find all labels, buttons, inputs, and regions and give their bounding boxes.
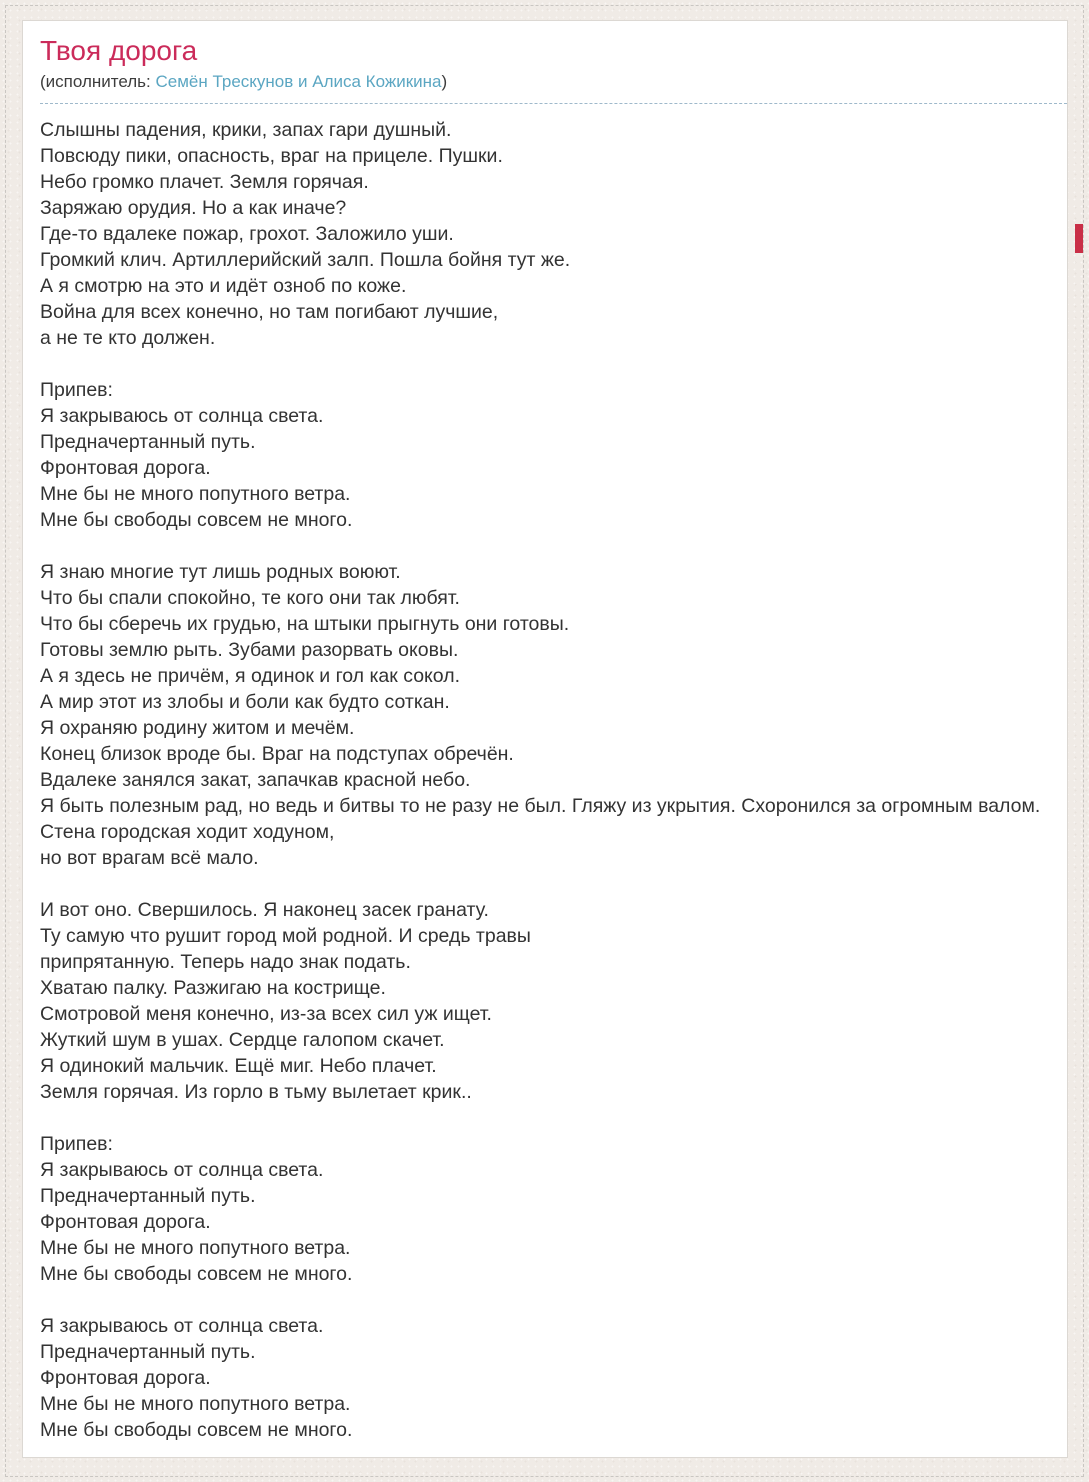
lyric-line: Мне бы свободы совсем не много.: [40, 507, 1067, 533]
lyric-line: Фронтовая дорога.: [40, 1209, 1067, 1235]
lyric-line: Готовы землю рыть. Зубами разорвать оковы.: [40, 637, 1067, 663]
lyric-line: Припев:: [40, 1131, 1067, 1157]
stanza: [40, 1131, 1067, 1287]
lyric-line: Конец близок вроде бы. Враг на подступах обречён.: [40, 741, 1067, 767]
lyric-line: Я закрываюсь от солнца света.: [40, 403, 1067, 429]
lyric-line: Мне бы не много попутного ветра.: [40, 1391, 1067, 1417]
lyric-line: А я здесь не причём, я одинок и гол как сокол.: [40, 663, 1067, 689]
lyric-line: Заряжаю орудия. Но а как иначе?: [40, 195, 1067, 221]
page-title: Твоя дорога: [40, 35, 198, 66]
lyric-line: Смотровой меня конечно, из-за всех сил уж ищет.: [40, 1001, 1067, 1027]
lyric-line: Предначертанный путь.: [40, 1183, 1067, 1209]
artist-line: [40, 70, 1067, 94]
lyric-line: Вдалеке занялся закат, запачкав красной небо.: [40, 767, 1067, 793]
lyric-line: Где-то вдалеке пожар, грохот. Заложило уши.: [40, 221, 1067, 247]
lyric-line: Мне бы не много попутного ветра.: [40, 1235, 1067, 1261]
content-card: [22, 20, 1068, 1458]
lyric-line: А мир этот из злобы и боли как будто соткан.: [40, 689, 1067, 715]
stanza: [40, 117, 1067, 351]
lyric-line: Стена городская ходит ходуном,: [40, 819, 1067, 845]
lyric-line: Мне бы не много попутного ветра.: [40, 481, 1067, 507]
stanza: [40, 1313, 1067, 1443]
lyric-line: Фронтовая дорога.: [40, 455, 1067, 481]
lyric-line: Война для всех конечно, но там погибают лучшие,: [40, 299, 1067, 325]
lyric-line: припрятанную. Теперь надо знак подать.: [40, 949, 1067, 975]
lyric-line: Предначертанный путь.: [40, 429, 1067, 455]
lyric-line: И вот оно. Свершилось. Я наконец засек гранату.: [40, 897, 1067, 923]
lyric-line: Я быть полезным рад, но ведь и битвы то не разу не был. Гляжу из укрытия. Схоронился за огромным валом.: [40, 793, 1067, 819]
lyric-line: Я закрываюсь от солнца света.: [40, 1157, 1067, 1183]
lyric-line: Я охраняю родину житом и мечём.: [40, 715, 1067, 741]
lyrics: [40, 104, 1067, 1443]
lyric-line: Мне бы свободы совсем не много.: [40, 1261, 1067, 1287]
lyric-line: Ту самую что рушит город мой родной. И средь травы: [40, 923, 1067, 949]
artist-suffix: ): [441, 72, 448, 91]
stanza: [40, 377, 1067, 533]
lyric-line: Земля горячая. Из горло в тьму вылетает крик..: [40, 1079, 1067, 1105]
lyric-line: но вот врагам всё мало.: [40, 845, 1067, 871]
lyric-line: А я смотрю на это и идёт озноб по коже.: [40, 273, 1067, 299]
lyric-line: Небо громко плачет. Земля горячая.: [40, 169, 1067, 195]
artist-prefix: (исполнитель:: [40, 72, 156, 91]
lyric-line: Слышны падения, крики, запах гари душный.: [40, 117, 1067, 143]
lyric-line: Громкий клич. Артиллерийский залп. Пошла бойня тут же.: [40, 247, 1067, 273]
red-marker: [1075, 224, 1083, 253]
lyric-line: Жуткий шум в ушах. Сердце галопом скачет.: [40, 1027, 1067, 1053]
lyric-line: а не те кто должен.: [40, 325, 1067, 351]
lyric-line: Я одинокий мальчик. Ещё миг. Небо плачет.: [40, 1053, 1067, 1079]
lyric-line: Что бы спали спокойно, те кого они так любят.: [40, 585, 1067, 611]
lyric-line: Хватаю палку. Разжигаю на кострище.: [40, 975, 1067, 1001]
lyric-line: Мне бы свободы совсем не много.: [40, 1417, 1067, 1443]
lyric-line: Предначертанный путь.: [40, 1339, 1067, 1365]
lyric-line: Припев:: [40, 377, 1067, 403]
lyric-line: Повсюду пики, опасность, враг на прицеле. Пушки.: [40, 143, 1067, 169]
lyric-line: Я закрываюсь от солнца света.: [40, 1313, 1067, 1339]
lyric-line: Я знаю многие тут лишь родных воюют.: [40, 559, 1067, 585]
song-header: [40, 35, 1067, 104]
lyric-line: Что бы сберечь их грудью, на штыки прыгнуть они готовы.: [40, 611, 1067, 637]
stanza: [40, 897, 1067, 1105]
lyric-line: Фронтовая дорога.: [40, 1365, 1067, 1391]
artist-link[interactable]: Семён Трескунов и Алиса Кожикина: [155, 72, 442, 91]
stanza: [40, 559, 1067, 871]
